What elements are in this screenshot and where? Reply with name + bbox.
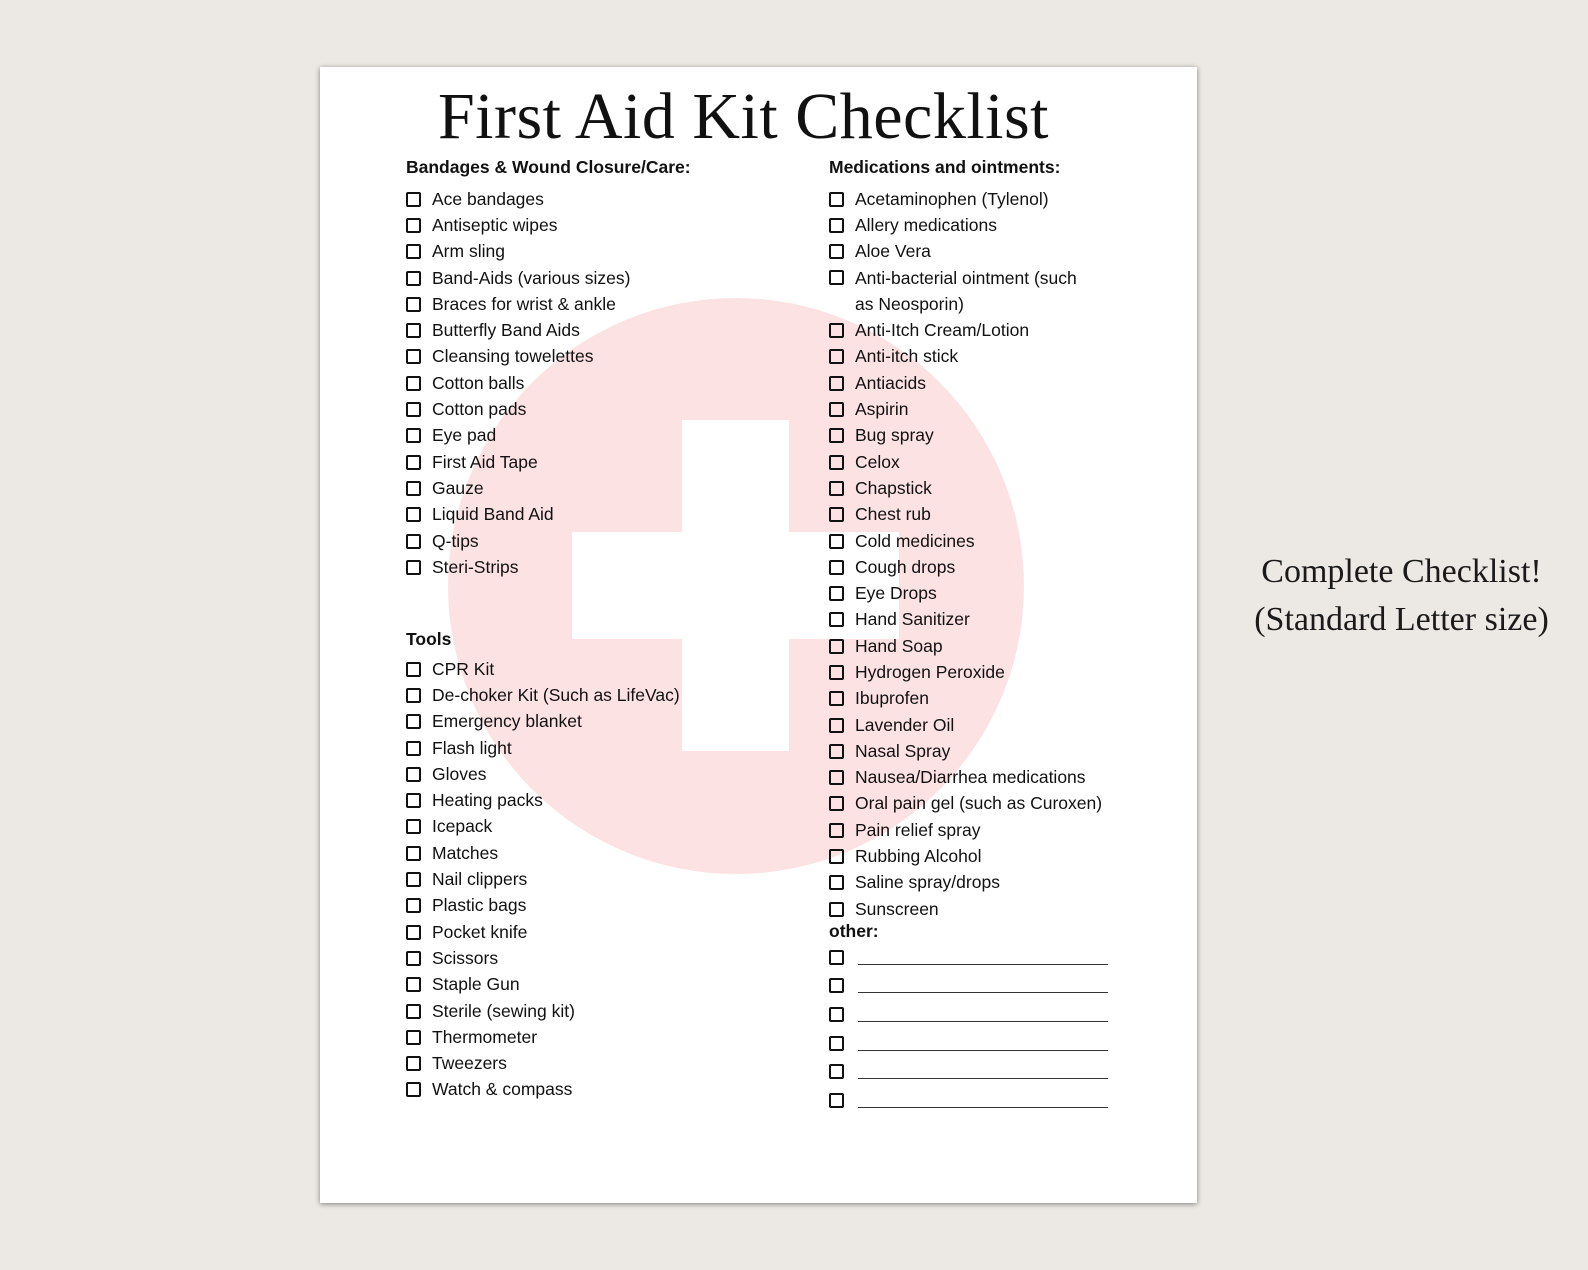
checkbox[interactable] — [406, 192, 421, 207]
write-in-line[interactable] — [858, 1050, 1108, 1051]
checklist-item — [406, 972, 680, 998]
checklist-item — [406, 866, 680, 892]
promo-caption — [1215, 548, 1588, 644]
checklist-item-label: First Aid Tape — [432, 451, 538, 472]
checklist-item-label: Aloe Vera — [855, 241, 931, 262]
checklist-item — [829, 344, 1102, 370]
checklist-item — [829, 423, 1102, 449]
checklist-item-label: Eye Drops — [855, 583, 937, 604]
write-in-line[interactable] — [858, 1021, 1108, 1022]
checkbox[interactable] — [829, 586, 844, 601]
checkbox[interactable] — [406, 898, 421, 913]
checklist-sheet — [320, 67, 1197, 1203]
checkbox[interactable] — [406, 455, 421, 470]
checkbox[interactable] — [406, 507, 421, 522]
checklist-item-label: Saline spray/drops — [855, 872, 1000, 893]
checklist-item — [829, 686, 1102, 712]
checklist-item — [829, 765, 1102, 791]
checklist-item — [829, 659, 1102, 685]
checklist-item-label: Acetaminophen (Tylenol) — [855, 188, 1049, 209]
checklist-item — [829, 712, 1102, 738]
checkbox[interactable] — [829, 665, 844, 680]
caption-line-2: (Standard Letter size) — [1254, 601, 1549, 638]
checkbox[interactable] — [406, 688, 421, 703]
checklist-item-label: Q-tips — [432, 530, 479, 551]
write-in-line[interactable] — [858, 1107, 1108, 1108]
checklist-item-label: Chapstick — [855, 477, 932, 498]
medications-list — [829, 186, 1102, 922]
other-blank-item — [829, 1000, 1108, 1029]
checklist-item — [406, 893, 680, 919]
checklist-item-label: Scissors — [432, 947, 499, 968]
checkbox[interactable] — [829, 534, 844, 549]
checkbox[interactable] — [829, 507, 844, 522]
checkbox[interactable] — [406, 1030, 421, 1045]
tools-list — [406, 656, 680, 1103]
checkbox[interactable] — [406, 714, 421, 729]
checklist-item — [406, 1024, 680, 1050]
checkbox[interactable] — [829, 1064, 844, 1079]
checklist-item — [406, 502, 630, 528]
checkbox[interactable] — [406, 428, 421, 443]
write-in-line[interactable] — [858, 1078, 1108, 1079]
checkbox[interactable] — [406, 925, 421, 940]
other-blank-item — [829, 943, 1108, 972]
checklist-item — [406, 787, 680, 813]
checkbox[interactable] — [829, 244, 844, 259]
checklist-item — [406, 449, 630, 475]
checklist-item — [829, 817, 1102, 843]
other-blank-item — [829, 972, 1108, 1001]
checklist-item — [406, 682, 680, 708]
checkbox[interactable] — [406, 793, 421, 808]
checkbox[interactable] — [406, 323, 421, 338]
checklist-item — [829, 186, 1102, 212]
checkbox[interactable] — [829, 1093, 844, 1108]
checklist-item-label: Flash light — [432, 737, 512, 758]
checkbox[interactable] — [406, 846, 421, 861]
checkbox[interactable] — [406, 767, 421, 782]
checklist-item — [829, 212, 1102, 238]
checkbox[interactable] — [829, 875, 844, 890]
checklist-item — [829, 896, 1102, 922]
checklist-item-label: Staple Gun — [432, 974, 520, 995]
checklist-item-label: Band-Aids (various sizes) — [432, 267, 631, 288]
checklist-item — [406, 656, 680, 682]
checkbox[interactable] — [829, 402, 844, 417]
checklist-item-label: Liquid Band Aid — [432, 504, 554, 525]
checkbox[interactable] — [829, 218, 844, 233]
checkbox[interactable] — [406, 218, 421, 233]
checklist-item-label: Pocket knife — [432, 921, 528, 942]
checklist-item — [406, 186, 630, 212]
checklist-item — [829, 870, 1102, 896]
other-blank-item — [829, 1029, 1108, 1058]
checkbox[interactable] — [829, 455, 844, 470]
checklist-item — [829, 738, 1102, 764]
checkbox[interactable] — [406, 297, 421, 312]
write-in-line[interactable] — [858, 992, 1108, 993]
checkbox[interactable] — [829, 428, 844, 443]
checklist-item-label: Plastic bags — [432, 895, 527, 916]
checkbox[interactable] — [829, 270, 844, 285]
checklist-item-label: Nail clippers — [432, 869, 528, 890]
checklist-item — [406, 761, 680, 787]
checklist-item-label: Antiacids — [855, 372, 927, 393]
checkbox[interactable] — [406, 977, 421, 992]
checklist-item-label: Cotton pads — [432, 399, 527, 420]
checkbox[interactable] — [829, 902, 844, 917]
checklist-item — [829, 449, 1102, 475]
checklist-item-label: Celox — [855, 451, 900, 472]
checklist-item-label: Chest rub — [855, 504, 931, 525]
checklist-item — [406, 814, 680, 840]
checkbox[interactable] — [406, 741, 421, 756]
checklist-item-label: Emergency blanket — [432, 711, 582, 732]
checkbox[interactable] — [829, 823, 844, 838]
page-title: First Aid Kit Checklist — [437, 80, 1050, 153]
checklist-item — [406, 1050, 680, 1076]
checklist-item-label: De-choker Kit (Such as LifeVac) — [432, 684, 680, 705]
checkbox[interactable] — [829, 1036, 844, 1051]
checkbox[interactable] — [406, 1082, 421, 1097]
checklist-item-label: Cotton balls — [432, 372, 525, 393]
checkbox[interactable] — [829, 718, 844, 733]
checklist-item — [829, 317, 1102, 343]
checklist-item — [406, 919, 680, 945]
checklist-item-label: Antiseptic wipes — [432, 214, 558, 235]
other-blank-item — [829, 1086, 1108, 1115]
other-blank-item — [829, 1057, 1108, 1086]
checkbox[interactable] — [829, 560, 844, 575]
checklist-item — [829, 265, 1102, 318]
checklist-item — [829, 580, 1102, 606]
checkbox[interactable] — [406, 819, 421, 834]
checkbox[interactable] — [829, 639, 844, 654]
checklist-item — [829, 239, 1102, 265]
checklist-item-label: Sterile (sewing kit) — [432, 1000, 575, 1021]
checklist-item-label: Butterfly Band Aids — [432, 320, 580, 341]
checklist-item — [829, 370, 1102, 396]
checklist-item-label: Pain relief spray — [855, 819, 981, 840]
checklist-item-label: Tweezers — [432, 1053, 507, 1074]
checklist-item-label: Heating packs — [432, 790, 543, 811]
checklist-item — [406, 528, 630, 554]
checkbox[interactable] — [829, 691, 844, 706]
checkbox[interactable] — [406, 244, 421, 259]
checkbox[interactable] — [829, 612, 844, 627]
checklist-item-label: Ibuprofen — [855, 688, 929, 709]
checkbox[interactable] — [829, 849, 844, 864]
checklist-item — [829, 396, 1102, 422]
checklist-item — [406, 344, 630, 370]
checklist-item-label: Lavender Oil — [855, 714, 955, 735]
checklist-item — [406, 840, 680, 866]
checklist-item-label: Watch & compass — [432, 1079, 573, 1100]
bandages-heading: Bandages & Wound Closure/Care: — [406, 157, 691, 177]
write-in-line[interactable] — [858, 964, 1108, 965]
checklist-item-label: Anti-Itch Cream/Lotion — [855, 320, 1030, 341]
checklist-item-label: Nasal Spray — [855, 740, 951, 761]
checklist-item — [829, 607, 1102, 633]
checklist-item-label: Rubbing Alcohol — [855, 846, 982, 867]
tools-heading: Tools — [406, 629, 452, 649]
checklist-item — [406, 945, 680, 971]
checklist-item-label: Nausea/Diarrhea medications — [855, 767, 1086, 788]
checklist-item-label: Hand Soap — [855, 635, 943, 656]
checkbox[interactable] — [829, 744, 844, 759]
checklist-item-label: Hydrogen Peroxide — [855, 661, 1005, 682]
bandages-list — [406, 186, 630, 580]
checklist-item-label: Allery medications — [855, 214, 997, 235]
checkbox[interactable] — [406, 872, 421, 887]
checklist-item — [829, 502, 1102, 528]
checkbox[interactable] — [406, 349, 421, 364]
checklist-item-label: Cold medicines — [855, 530, 975, 551]
checklist-item — [829, 633, 1102, 659]
checkbox[interactable] — [406, 951, 421, 966]
checklist-item — [829, 554, 1102, 580]
checklist-item-label: Anti-itch stick — [855, 346, 959, 367]
checkbox[interactable] — [406, 271, 421, 286]
checklist-item — [406, 265, 630, 291]
checklist-item — [406, 212, 630, 238]
checklist-item-label: CPR Kit — [432, 658, 495, 679]
checkbox[interactable] — [406, 481, 421, 496]
checklist-item — [406, 239, 630, 265]
checklist-item — [829, 528, 1102, 554]
checkbox[interactable] — [829, 796, 844, 811]
checkbox[interactable] — [406, 1004, 421, 1019]
checkbox[interactable] — [829, 481, 844, 496]
checklist-item-label: Braces for wrist & ankle — [432, 293, 616, 314]
checkbox[interactable] — [829, 978, 844, 993]
checklist-item — [829, 475, 1102, 501]
checkbox[interactable] — [406, 662, 421, 677]
checklist-item-label: Anti-bacterial ointment (such as Neosporin) — [855, 267, 1077, 315]
checklist-item-label: Ace bandages — [432, 188, 544, 209]
checklist-item-label: Aspirin — [855, 399, 909, 420]
checklist-item — [829, 791, 1102, 817]
checkbox[interactable] — [829, 323, 844, 338]
checklist-item — [829, 843, 1102, 869]
checklist-item-label: Hand Sanitizer — [855, 609, 970, 630]
checklist-item-label: Steri-Strips — [432, 556, 519, 577]
checkbox[interactable] — [829, 376, 844, 391]
medications-heading: Medications and ointments: — [829, 157, 1061, 177]
checklist-item — [406, 709, 680, 735]
checklist-item-label: Sunscreen — [855, 898, 939, 919]
checklist-item-label: Oral pain gel (such as Curoxen) — [855, 793, 1103, 814]
checkbox[interactable] — [829, 1007, 844, 1022]
checklist-item — [406, 735, 680, 761]
checklist-item-label: Gloves — [432, 763, 487, 784]
checklist-item — [406, 317, 630, 343]
other-list — [829, 943, 1108, 1115]
checklist-item-label: Arm sling — [432, 241, 505, 262]
checklist-item — [406, 998, 680, 1024]
checklist-item-label: Gauze — [432, 477, 484, 498]
caption-line-1: Complete Checklist! — [1261, 553, 1542, 590]
checklist-item — [406, 475, 630, 501]
checklist-item — [406, 396, 630, 422]
checklist-item — [406, 1077, 680, 1103]
checklist-item-label: Bug spray — [855, 425, 934, 446]
checkbox[interactable] — [829, 770, 844, 785]
checkbox[interactable] — [406, 1056, 421, 1071]
checkbox[interactable] — [406, 402, 421, 417]
checklist-item-label: Matches — [432, 842, 499, 863]
other-heading: other: — [829, 921, 879, 941]
checklist-item — [406, 370, 630, 396]
checklist-item — [406, 423, 630, 449]
checkbox[interactable] — [829, 192, 844, 207]
checklist-item-label: Eye pad — [432, 425, 497, 446]
checklist-item-label: Cleansing towelettes — [432, 346, 594, 367]
checkbox[interactable] — [829, 950, 844, 965]
checklist-item-label: Thermometer — [432, 1026, 538, 1047]
checklist-item — [406, 554, 630, 580]
checklist-item-label: Cough drops — [855, 556, 956, 577]
checklist-item-label: Icepack — [432, 816, 493, 837]
checklist-item — [406, 291, 630, 317]
checkbox[interactable] — [406, 560, 421, 575]
checkbox[interactable] — [406, 534, 421, 549]
checkbox[interactable] — [406, 376, 421, 391]
checkbox[interactable] — [829, 349, 844, 364]
